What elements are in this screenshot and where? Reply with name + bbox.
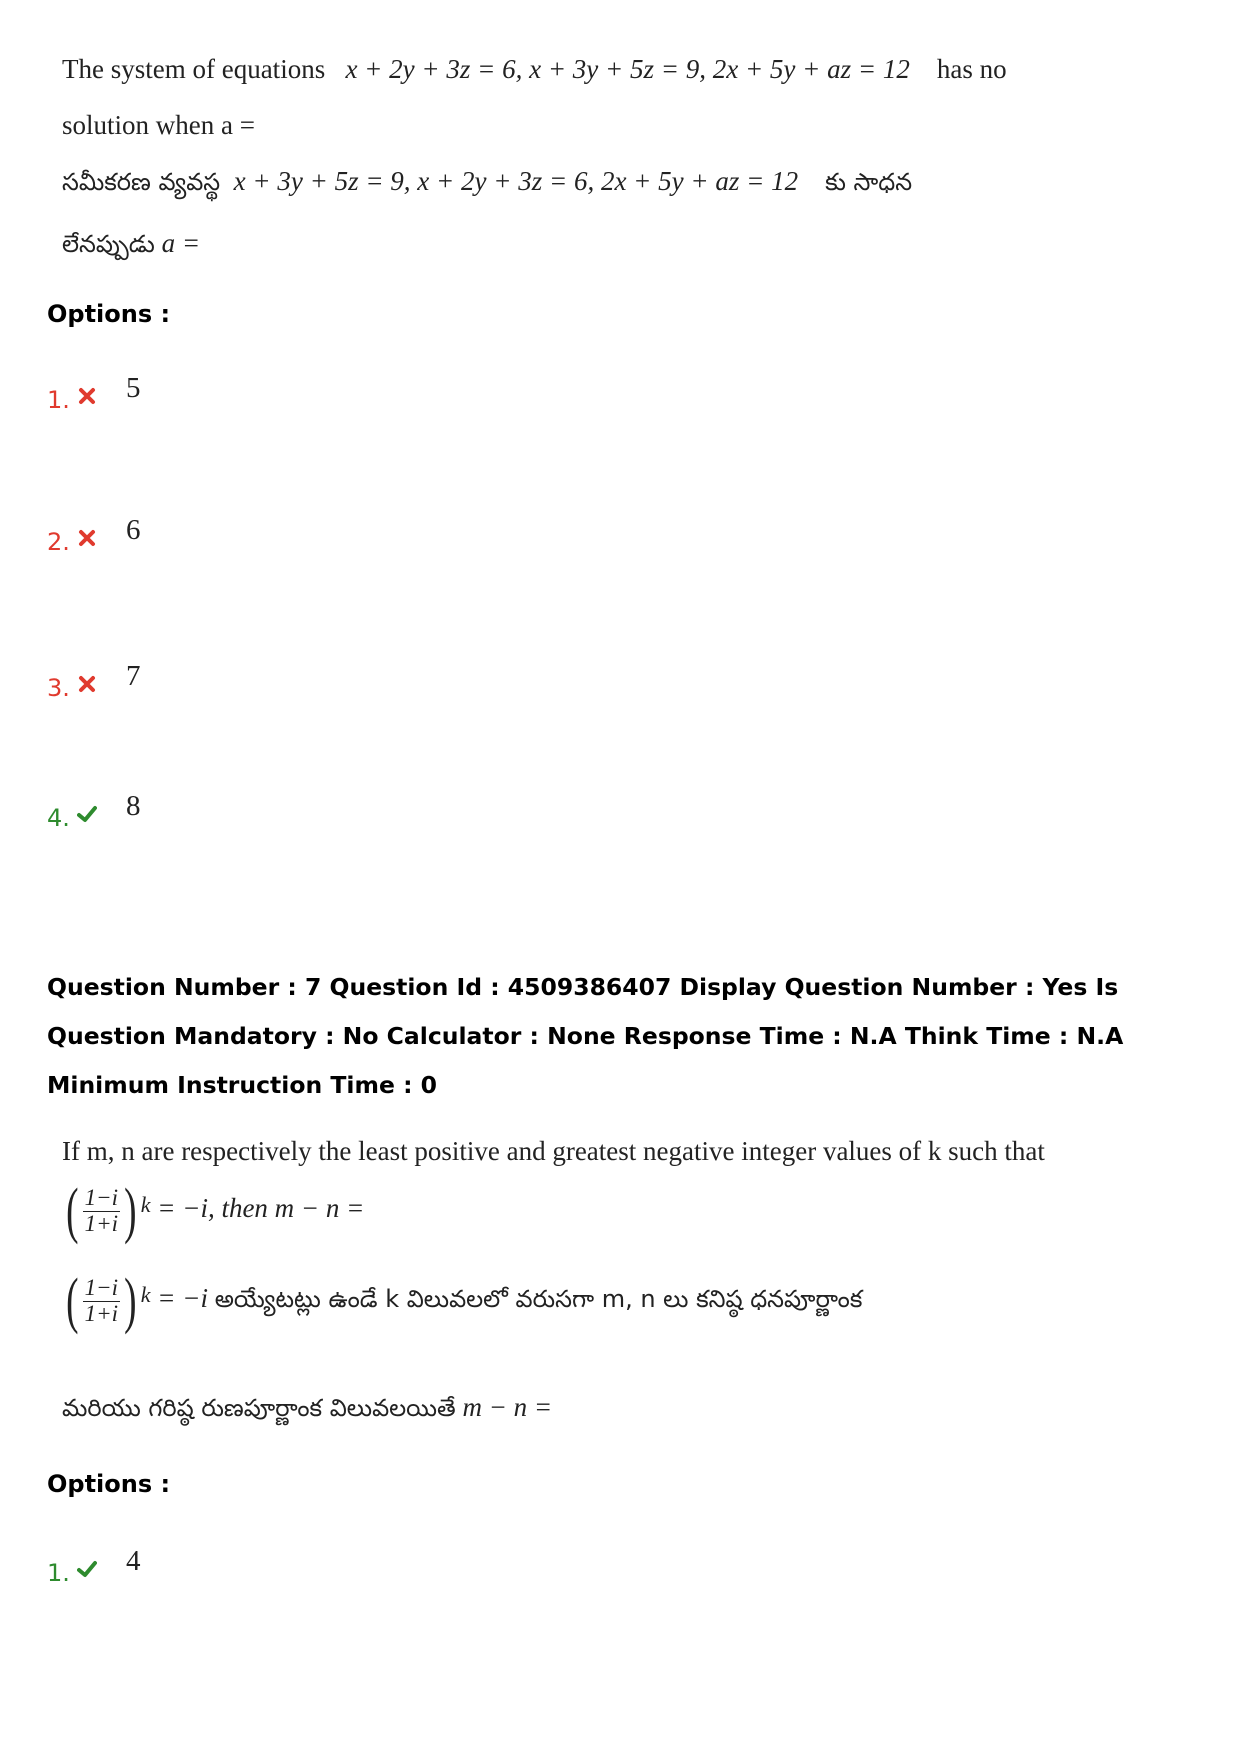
question6-option-3[interactable] bbox=[47, 660, 247, 700]
frac-numerator: 1−i bbox=[84, 1275, 119, 1301]
question6-english-line2 bbox=[62, 112, 255, 139]
frac-exponent: k bbox=[140, 1192, 151, 1217]
question6-option-1[interactable] bbox=[47, 372, 247, 412]
q6-telugu-line2: లేనప్పుడు bbox=[62, 230, 155, 258]
question7-english-line2 bbox=[62, 1177, 365, 1245]
check-icon bbox=[77, 804, 97, 824]
cross-icon bbox=[77, 386, 97, 406]
question6-english-line1 bbox=[62, 56, 1007, 83]
question7-english-line1 bbox=[62, 1138, 1045, 1165]
q7-telugu-line2: మరియు గరిష్ఠ రుణపూర్ణాంక విలువలయితే bbox=[62, 1394, 456, 1422]
q6-telugu-start: సమీకరణ వ్యవస్థ bbox=[62, 168, 221, 196]
option-value: 7 bbox=[126, 660, 141, 692]
option-number: 1. bbox=[47, 386, 70, 414]
frac-numerator: 1−i bbox=[84, 1185, 119, 1211]
q7-telugu-eq: = −i bbox=[157, 1283, 208, 1314]
question7-meta: Question Number : 7 Question Id : 4509386407 Display Question Number : Yes Is Question Mandatory : No Calculator : None Response Time : N.A Think Time : N.A Minimum Instruction Time : 0 bbox=[47, 973, 1124, 1099]
question7-telugu-line1 bbox=[62, 1267, 863, 1335]
cross-icon bbox=[77, 674, 97, 694]
question7-image bbox=[62, 1130, 1045, 1430]
frac-denominator: 1+i bbox=[84, 1210, 119, 1236]
q7-telugu-line1: అయ్యేటట్లు ఉండే k విలువలలో వరుసగా m, n లు కనిష్ఠ ధనపూర్ణాంక bbox=[214, 1285, 863, 1314]
q7-fraction: ( $\frac{1-i}{1+i}$ ) k bbox=[66, 1177, 151, 1245]
cross-icon bbox=[77, 528, 97, 548]
question6-option-4[interactable] bbox=[47, 790, 247, 830]
question6-telugu-line1 bbox=[62, 168, 912, 195]
q6-text: The system of equations bbox=[62, 54, 326, 84]
frac-denominator: 1+i bbox=[84, 1300, 119, 1326]
option-value: 8 bbox=[126, 790, 141, 822]
option-value: 6 bbox=[126, 514, 141, 546]
question7-option-1[interactable] bbox=[47, 1545, 247, 1585]
q6-telugu-equations: x + 3y + 5z = 9, x + 2y + 3z = 6, 2x + 5y + az = 12 bbox=[233, 166, 799, 196]
question7-telugu-line2 bbox=[62, 1394, 552, 1421]
question6-options-label: Options : bbox=[47, 300, 171, 328]
q7-telugu-var: m − n = bbox=[462, 1392, 553, 1422]
q7-line1: If m, n are respectively the least positive and greatest negative integer values of k such that bbox=[62, 1136, 1045, 1166]
q6-telugu-end: కు సాధన bbox=[825, 168, 913, 196]
option-value: 5 bbox=[126, 372, 141, 404]
option-number: 4. bbox=[47, 804, 70, 832]
q6-telugu-var: a = bbox=[161, 228, 201, 258]
question6-telugu-line2 bbox=[62, 230, 200, 257]
option-number: 3. bbox=[47, 674, 70, 702]
q6-equations: x + 2y + 3z = 6, x + 3y + 5z = 9, 2x + 5y + az = 12 bbox=[345, 54, 910, 84]
question7-options-label: Options : bbox=[47, 1470, 171, 1498]
q6-line2: solution when a = bbox=[62, 110, 255, 140]
question6-option-2[interactable] bbox=[47, 514, 247, 554]
q7-line2-tail: = −i, then m − n = bbox=[157, 1193, 365, 1224]
option-number: 2. bbox=[47, 528, 70, 556]
question6-image bbox=[62, 50, 1007, 260]
q7-fraction-telugu: ( $\frac{1-i}{1+i}$ ) k bbox=[66, 1267, 151, 1335]
option-number: 1. bbox=[47, 1559, 70, 1587]
frac-exponent: k bbox=[140, 1282, 151, 1307]
q6-text-end: has no bbox=[936, 54, 1007, 84]
check-icon bbox=[77, 1559, 97, 1579]
option-value: 4 bbox=[126, 1545, 141, 1577]
